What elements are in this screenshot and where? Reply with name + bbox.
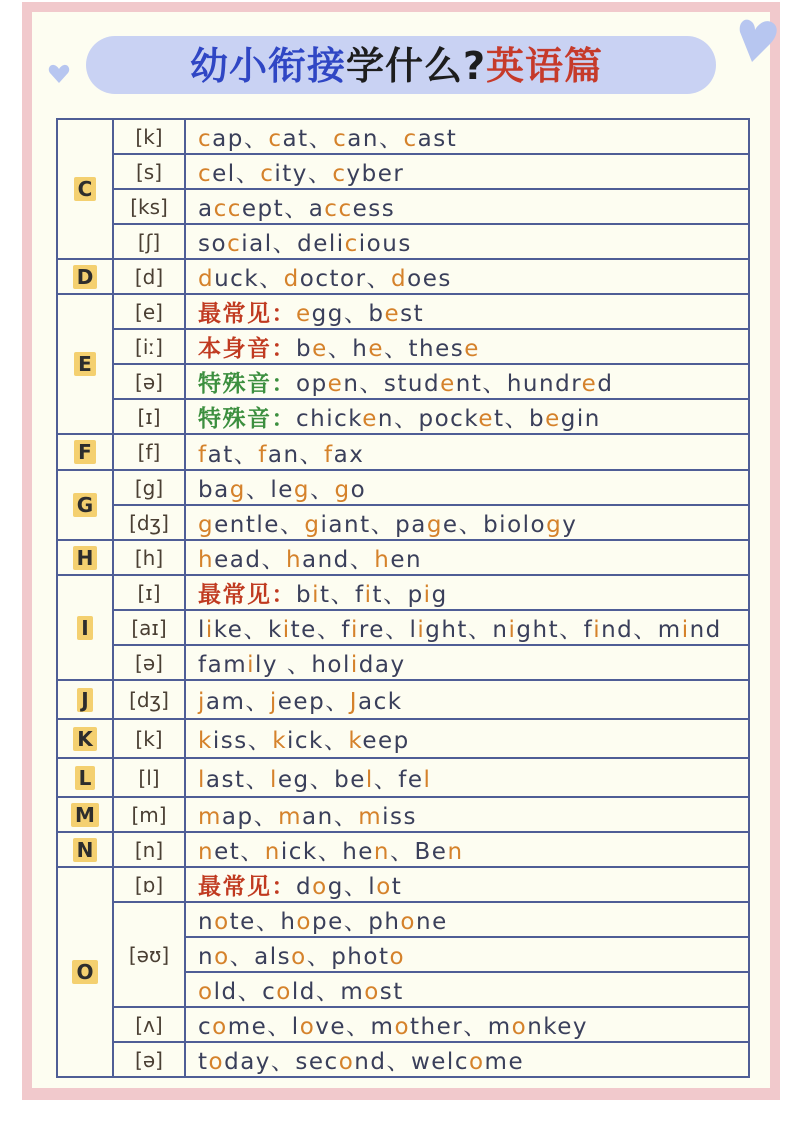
table-row (57, 259, 749, 294)
letter-badge: J (77, 688, 92, 712)
examples-cell: duck、doctor、does (185, 259, 749, 294)
example-word: hope (280, 909, 344, 935)
example-word: jam (198, 689, 246, 715)
example-word: last (198, 767, 246, 793)
highlight-letters: c (344, 231, 359, 257)
examples-cell: old、cold、most (185, 972, 749, 1007)
examples-cell: head、hand、hen (185, 540, 749, 575)
ipa-cell: [ʃ] (113, 224, 185, 259)
phonics-table (56, 118, 750, 1078)
example-word: also (254, 944, 307, 970)
highlight-letters: g (293, 477, 310, 503)
example-word: mother (370, 1014, 464, 1040)
highlight-letters: cc (324, 196, 353, 222)
examples-cell: note、hope、phone (185, 902, 749, 937)
ipa-cell: [ɪ] (113, 575, 185, 610)
ipa-cell: [s] (113, 154, 185, 189)
examples-cell: accept、access (185, 189, 749, 224)
examples-cell: no、also、photo (185, 937, 749, 972)
ipa-cell: [əʊ] (113, 902, 185, 1007)
example-word: map (198, 804, 254, 830)
highlight-letters: l (270, 767, 278, 793)
examples-cell: gentle、giant、page、biology (185, 505, 749, 540)
table-row (57, 610, 749, 645)
example-word: doctor (283, 266, 367, 292)
prefix-label: 特殊音： (198, 371, 296, 397)
letter-badge: D (73, 265, 98, 289)
ipa-cell: [k] (113, 119, 185, 154)
highlight-letters: o (364, 979, 380, 1005)
title-part-2: 学什么? (345, 44, 487, 88)
letter-badge: K (73, 727, 97, 751)
highlight-letters: n (373, 839, 390, 865)
example-word: cel (198, 161, 236, 187)
ipa-cell: [ə] (113, 364, 185, 399)
highlight-letters: e (545, 406, 561, 432)
table-row (57, 434, 749, 470)
ipa-cell: [ʌ] (113, 1007, 185, 1042)
highlight-letters: o (198, 979, 214, 1005)
examples-cell: kiss、kick、keep (185, 719, 749, 758)
prefix-label: 特殊音： (198, 406, 296, 432)
example-word: student (383, 371, 483, 397)
highlight-letters: m (278, 804, 303, 830)
example-word: monkey (487, 1014, 589, 1040)
highlight-letters: o (212, 1014, 228, 1040)
letter-badge: M (71, 803, 99, 827)
highlight-letters: cc (213, 196, 242, 222)
highlight-letters: c (333, 126, 348, 152)
ipa-cell: [k] (113, 719, 185, 758)
table-row (57, 719, 749, 758)
highlight-letters: e (368, 336, 384, 362)
examples-cell: like、kite、fire、light、night、find、mind (185, 610, 749, 645)
highlight-letters: o (291, 944, 307, 970)
letter-cell (57, 119, 113, 259)
highlight-letters: i (205, 617, 214, 643)
highlight-letters: k (272, 728, 288, 754)
example-word: biology (483, 512, 578, 538)
example-word: kite (267, 617, 317, 643)
examples-cell: today、second、welcome (185, 1042, 749, 1077)
example-word: light (409, 617, 468, 643)
letter-cell (57, 294, 113, 434)
letter-badge: H (73, 546, 98, 570)
example-word: social (198, 231, 273, 257)
table-row (57, 1007, 749, 1042)
example-word: nick (264, 839, 318, 865)
examples-cell: 特殊音：chicken、pocket、begin (185, 399, 749, 434)
highlight-letters: e (581, 371, 598, 397)
example-word: leg (270, 767, 310, 793)
title-part-1: 幼小衔接 (189, 44, 346, 88)
letter-cell (57, 680, 113, 719)
letter-cell (57, 434, 113, 470)
example-word: can (333, 126, 379, 152)
example-word: hen (374, 547, 423, 573)
highlight-letters: o (276, 979, 292, 1005)
highlight-letters: o (468, 1049, 485, 1075)
examples-cell: 最常见：dog、lot (185, 867, 749, 902)
examples-cell: fat、fan、fax (185, 434, 749, 470)
highlight-letters: j (198, 689, 206, 715)
example-word: photo (331, 944, 406, 970)
examples-cell: family 、holiday (185, 645, 749, 680)
highlight-letters: i (364, 582, 373, 608)
highlight-letters: g (229, 477, 246, 503)
ipa-cell: [e] (113, 294, 185, 329)
examples-cell: social、delicious (185, 224, 749, 259)
examples-cell: 最常见：bit、fit、pig (185, 575, 749, 610)
table-row (57, 832, 749, 867)
example-word: begin (529, 406, 601, 432)
table-row (57, 329, 749, 364)
ipa-cell: [ə] (113, 1042, 185, 1077)
highlight-letters: h (374, 547, 391, 573)
example-word: fax (324, 441, 365, 468)
letter-badge: E (74, 352, 96, 376)
example-word: city (260, 161, 308, 187)
table-row (57, 294, 749, 329)
example-word: page (395, 512, 459, 538)
highlight-letters: f (324, 441, 334, 468)
highlight-letters: k (348, 728, 363, 754)
highlight-letters: g (198, 512, 215, 538)
example-word: cyber (332, 161, 405, 187)
example-word: cold (262, 979, 316, 1005)
example-word: cast (403, 126, 458, 152)
highlight-letters: e (440, 371, 456, 397)
ipa-cell: [ɒ] (113, 867, 185, 902)
example-word: old (198, 979, 238, 1005)
example-word: find (583, 617, 634, 643)
highlight-letters: d (391, 266, 408, 292)
example-word: family (198, 652, 287, 678)
example-word: phone (368, 909, 448, 935)
ipa-cell: [iː] (113, 329, 185, 364)
letter-badge: O (72, 960, 97, 984)
example-word: second (295, 1049, 387, 1075)
highlight-letters: e (312, 336, 328, 362)
example-word: duck (198, 266, 260, 292)
highlight-letters: c (198, 161, 213, 187)
ipa-cell: [ə] (113, 645, 185, 680)
examples-cell: 本身音：be、he、these (185, 329, 749, 364)
highlight-letters: o (389, 944, 406, 970)
table-row (57, 154, 749, 189)
example-word: fire (341, 617, 385, 643)
table-row (57, 797, 749, 832)
table-row (57, 364, 749, 399)
highlight-letters: l (365, 767, 374, 793)
ipa-cell: [dʒ] (113, 505, 185, 540)
highlight-letters: h (198, 547, 215, 573)
highlight-letters: i (350, 652, 359, 678)
letter-badge: G (73, 493, 97, 517)
prefix-label: 最常见： (198, 301, 296, 327)
examples-cell: come、love、mother、monkey (185, 1007, 749, 1042)
example-word: hundred (506, 371, 614, 397)
example-word: head (198, 547, 262, 573)
example-word: he (352, 336, 384, 362)
letter-cell (57, 797, 113, 832)
highlight-letters: e (464, 336, 480, 362)
title-part-3: 英语篇 (486, 44, 604, 88)
example-word: man (278, 804, 334, 830)
highlight-letters: l (423, 767, 432, 793)
highlight-letters: e (478, 406, 494, 432)
example-word: Ben (414, 839, 464, 865)
highlight-letters: c (403, 126, 418, 152)
example-word: access (308, 196, 396, 222)
highlight-letters: h (285, 547, 303, 573)
examples-cell: jam、jeep、Jack (185, 680, 749, 719)
ipa-cell: [m] (113, 797, 185, 832)
highlight-letters: m (198, 804, 222, 830)
example-word: keep (348, 728, 410, 754)
highlight-letters: e (384, 301, 401, 327)
examples-cell: cap、cat、can、cast (185, 119, 749, 154)
highlight-letters: i (417, 617, 426, 643)
highlight-letters: e (296, 301, 312, 327)
highlight-letters: o (299, 1014, 316, 1040)
table-row (57, 505, 749, 540)
table-row (57, 867, 749, 902)
example-word: welcome (410, 1049, 525, 1075)
highlight-letters: o (400, 909, 416, 935)
example-word: cap (198, 126, 244, 152)
table-row (57, 645, 749, 680)
ipa-cell: [ks] (113, 189, 185, 224)
example-word: be (296, 336, 328, 362)
highlight-letters: i (282, 617, 291, 643)
table-row (57, 470, 749, 505)
example-word: open (296, 371, 360, 397)
highlight-letters: l (198, 767, 206, 793)
example-word: jeep (269, 689, 326, 715)
table-row (57, 680, 749, 719)
highlight-letters: i (350, 617, 359, 643)
highlight-letters: o (376, 874, 392, 900)
example-word: kiss (198, 728, 248, 754)
highlight-letters: i (508, 617, 517, 643)
letter-cell (57, 758, 113, 797)
examples-cell: last、leg、bel、fel (185, 758, 749, 797)
example-word: lot (368, 874, 403, 900)
example-word: fel (398, 767, 432, 793)
highlight-letters: n (447, 839, 464, 865)
highlight-letters: d (283, 266, 300, 292)
highlight-letters: o (338, 1049, 355, 1075)
table-row (57, 902, 749, 937)
example-word: bag (198, 477, 246, 503)
example-word: bit (296, 582, 331, 608)
highlight-letters: c (227, 231, 242, 257)
highlight-letters: i (593, 617, 602, 643)
highlight-letters: o (214, 944, 230, 970)
example-word: accept (198, 196, 285, 222)
table-row (57, 119, 749, 154)
highlight-letters: n (198, 839, 215, 865)
highlight-letters: j (269, 689, 278, 715)
example-word: Jack (349, 689, 403, 715)
letter-cell (57, 867, 113, 1077)
example-word: gentle (198, 512, 280, 538)
table-row (57, 189, 749, 224)
table-row (57, 575, 749, 610)
example-word: dog (296, 874, 344, 900)
letter-cell (57, 575, 113, 680)
example-word: pig (407, 582, 448, 608)
letter-cell (57, 540, 113, 575)
example-word: today (198, 1049, 271, 1075)
highlight-letters: o (214, 909, 230, 935)
highlight-letters: o (511, 1014, 528, 1040)
example-word: bel (334, 767, 374, 793)
table-row (57, 224, 749, 259)
highlight-letters: J (349, 689, 358, 715)
highlight-letters: o (312, 874, 328, 900)
example-word: does (391, 266, 452, 292)
example-word: kick (272, 728, 324, 754)
highlight-letters: o (394, 1014, 411, 1040)
letter-cell (57, 259, 113, 294)
ipa-cell: [l] (113, 758, 185, 797)
example-word: note (198, 909, 256, 935)
prefix-label: 本身音： (198, 336, 296, 362)
table-row (57, 758, 749, 797)
example-word: egg (296, 301, 344, 327)
prefix-label: 最常见： (198, 582, 296, 608)
example-word: no (198, 944, 230, 970)
table-row (57, 540, 749, 575)
highlight-letters: c (260, 161, 275, 187)
table-row (57, 1042, 749, 1077)
prefix-label: 最常见： (198, 874, 296, 900)
highlight-letters: c (268, 126, 283, 152)
highlight-letters: i (681, 617, 690, 643)
example-word: go (334, 477, 367, 503)
example-word: love (291, 1014, 347, 1040)
letter-badge: C (74, 177, 97, 201)
example-word: net (198, 839, 241, 865)
highlight-letters: g (334, 477, 351, 503)
example-word: best (368, 301, 425, 327)
letter-badge: F (74, 440, 96, 464)
example-word: leg (270, 477, 310, 503)
examples-cell: bag、leg、go (185, 470, 749, 505)
examples-cell: map、man、miss (185, 797, 749, 832)
highlight-letters: g (304, 512, 321, 538)
highlight-letters: f (198, 441, 208, 468)
highlight-letters: d (198, 266, 215, 292)
ipa-cell: [g] (113, 470, 185, 505)
example-word: holiday (311, 652, 406, 678)
highlight-letters: n (264, 839, 281, 865)
example-word: delicious (297, 231, 412, 257)
ipa-cell: [h] (113, 540, 185, 575)
highlight-letters: i (312, 582, 320, 608)
example-word: fat (198, 441, 234, 468)
example-word: fan (258, 441, 300, 468)
highlight-letters: k (198, 728, 213, 754)
highlight-letters: g (546, 512, 563, 538)
examples-cell: 最常见：egg、best (185, 294, 749, 329)
example-word: hand (285, 547, 350, 573)
letter-badge: L (75, 766, 96, 790)
example-word: giant (304, 512, 371, 538)
highlight-letters: f (258, 441, 268, 468)
highlight-letters: o (208, 1049, 225, 1075)
example-word: hen (342, 839, 390, 865)
highlight-letters: m (358, 804, 383, 830)
highlight-letters: i (247, 652, 255, 678)
example-word: these (408, 336, 480, 362)
letter-cell (57, 832, 113, 867)
examples-cell: net、nick、hen、Ben (185, 832, 749, 867)
ipa-cell: [d] (113, 259, 185, 294)
letter-cell (57, 470, 113, 540)
highlight-letters: e (327, 371, 344, 397)
example-word: miss (358, 804, 417, 830)
highlight-letters: g (426, 512, 443, 538)
page-title (0, 38, 793, 94)
example-word: come (198, 1014, 268, 1040)
example-word: pocket (418, 406, 505, 432)
letter-badge: N (73, 838, 98, 862)
letter-badge: I (77, 616, 92, 640)
table-row (57, 399, 749, 434)
highlight-letters: o (296, 909, 312, 935)
ipa-cell: [n] (113, 832, 185, 867)
ipa-cell: [aɪ] (113, 610, 185, 645)
example-word: fit (355, 582, 384, 608)
ipa-cell: [dʒ] (113, 680, 185, 719)
ipa-cell: [ɪ] (113, 399, 185, 434)
example-word: night (492, 617, 560, 643)
highlight-letters: e (362, 406, 378, 432)
example-word: chicken (296, 406, 394, 432)
letter-cell (57, 719, 113, 758)
example-word: cat (268, 126, 309, 152)
highlight-letters: c (332, 161, 347, 187)
example-word: most (340, 979, 404, 1005)
ipa-cell: [f] (113, 434, 185, 470)
highlight-letters: i (423, 582, 432, 608)
highlight-letters: c (198, 126, 213, 152)
example-word: like (198, 617, 244, 643)
example-word: mind (657, 617, 722, 643)
examples-cell: cel、city、cyber (185, 154, 749, 189)
examples-cell: 特殊音：open、student、hundred (185, 364, 749, 399)
